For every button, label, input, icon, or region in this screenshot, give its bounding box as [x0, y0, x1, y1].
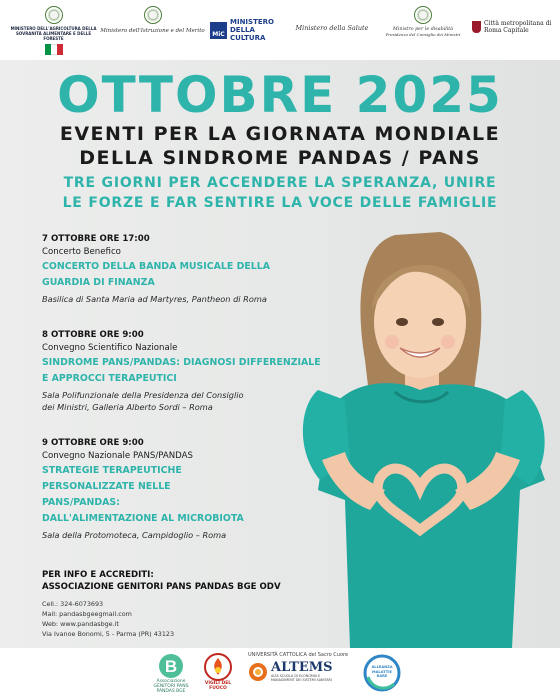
logo-ministero-agricoltura — [6, 6, 101, 55]
logo-ministro-disabilita — [378, 6, 468, 37]
event-place: Sala della Protomoteca, Campidoglio – Roma — [42, 530, 227, 540]
event-type: Convegno Scientifico Nazionale — [42, 343, 178, 353]
logo-ministero-salute — [292, 24, 372, 32]
event-place: Sala Polifunzionale della Presidenza del Consiglio — [42, 390, 244, 400]
logo-altems-sub: ALTA SCUOLA DI ECONOMIA E MANAGEMENT DEI SISTEMI SANITARI — [271, 674, 332, 682]
event-type: Concerto Benefico — [42, 247, 121, 257]
info-web: Web: www.pandasbge.it — [42, 620, 119, 628]
logo-roma-text: Città metropolitana di Roma Capitale — [484, 20, 552, 34]
logo-disabilita-text: Ministro per le disabilità — [392, 27, 454, 32]
event-date: 8 OTTOBRE ORE 9:00 — [42, 330, 144, 340]
event-date: 7 OTTOBRE ORE 17:00 — [42, 234, 150, 244]
event-name-line: CONCERTO DELLA BANDA MUSICALE DELLA — [42, 261, 270, 272]
logo-altems-text: ALTEMS — [271, 660, 333, 675]
event-name-line: E APPROCCI TERAPEUTICI — [42, 373, 177, 384]
republic-emblem-icon — [144, 6, 162, 24]
republic-emblem-icon — [414, 6, 432, 24]
info-heading: PER INFO E ACCREDITI: — [42, 570, 154, 580]
logo-cattolica-altems — [248, 653, 350, 682]
logo-cattolica-text: UNIVERSITÀ CATTOLICA del Sacro Cuore — [248, 652, 349, 658]
event-name-line: STRATEGIE TERAPEUTICHE — [42, 465, 182, 476]
mic-icon: MiC — [210, 22, 227, 39]
bottom-logo-bar — [0, 648, 560, 700]
logo-alleanza — [360, 653, 404, 693]
logo-associazione — [148, 653, 194, 694]
event-3 — [42, 437, 372, 541]
logo-cultura-text: MINISTERO DELLA CULTURA — [230, 18, 274, 42]
altems-mark-icon — [248, 662, 268, 682]
event-date: 9 OTTOBRE ORE 9:00 — [42, 438, 144, 448]
logo-agricoltura-text: MINISTERO DELL'AGRICOLTURA DELLA SOVRANITÀ ALIMENTARE E DELLE FORESTE — [10, 26, 97, 41]
logo-istruzione-text: Ministero dell'Istruzione e del Merito — [100, 28, 205, 34]
contact-info — [42, 569, 342, 639]
logo-assoc-text: Associazione GENITORI PANS PANDAS BGE — [153, 679, 189, 694]
republic-emblem-icon — [45, 6, 63, 24]
info-org: ASSOCIAZIONE GENITORI PANS PANDAS BGE ODV — [42, 582, 281, 592]
event-place: dei Ministri, Galleria Alberto Sordi – Roma — [42, 402, 213, 412]
associazione-b-icon — [158, 653, 184, 679]
top-logo-bar — [0, 0, 560, 60]
italian-flag-icon — [45, 44, 63, 55]
tagline-line-2: LE FORZE E FAR SENTIRE LA VOCE DELLE FAMIGLIE — [62, 195, 498, 211]
page-title: OTTOBRE 2025 — [57, 66, 503, 124]
info-address: Via Ivanoe Bonomi, 5 - Parma (PR) 43123 — [42, 630, 175, 638]
logo-ministero-cultura — [208, 18, 288, 42]
event-name-line: PANS/PANDAS: — [42, 497, 120, 508]
heading-line-1: EVENTI PER LA GIORNATA MONDIALE — [59, 123, 501, 145]
event-1 — [42, 233, 372, 305]
event-place: Basilica di Santa Maria ad Martyres, Pantheon di Roma — [42, 294, 267, 304]
vigili-fuoco-emblem-icon — [204, 653, 232, 681]
event-2 — [42, 329, 372, 413]
logo-alleanza-text: ALLEANZA MALATTIE RARE — [371, 665, 393, 678]
logo-salute-text: Ministero della Salute — [295, 24, 369, 32]
event-name-line: SINDROME PANS/PANDAS: DIAGNOSI DIFFERENZIALE — [42, 357, 321, 368]
logo-disabilita-sub: Presidenza del Consiglio dei Ministri — [385, 32, 461, 37]
event-type: Convegno Nazionale PANS/PANDAS — [42, 451, 193, 461]
heading-line-2: DELLA SINDROME PANDAS / PANS — [79, 147, 481, 169]
svg-text:B: B — [164, 657, 178, 676]
tagline-line-1: TRE GIORNI PER ACCENDERE LA SPERANZA, UNIRE — [63, 175, 497, 191]
info-cell: Cell.: 324-6073693 — [42, 600, 104, 608]
logo-citta-metropolitana — [470, 20, 556, 34]
event-name-line: DALL'ALIMENTAZIONE AL MICROBIOTA — [42, 513, 244, 524]
info-mail: Mail: pandasbgeegmail.com — [42, 610, 132, 618]
event-name-line: GUARDIA DI FINANZA — [42, 277, 155, 288]
logo-ministero-istruzione — [100, 6, 205, 34]
roma-shield-icon — [472, 21, 481, 33]
event-name-line: PERSONALIZZATE NELLE — [42, 481, 171, 492]
logo-vigili-fuoco — [198, 653, 238, 691]
logo-vigili-text: VIGILI DEL FUOCO — [204, 681, 232, 691]
